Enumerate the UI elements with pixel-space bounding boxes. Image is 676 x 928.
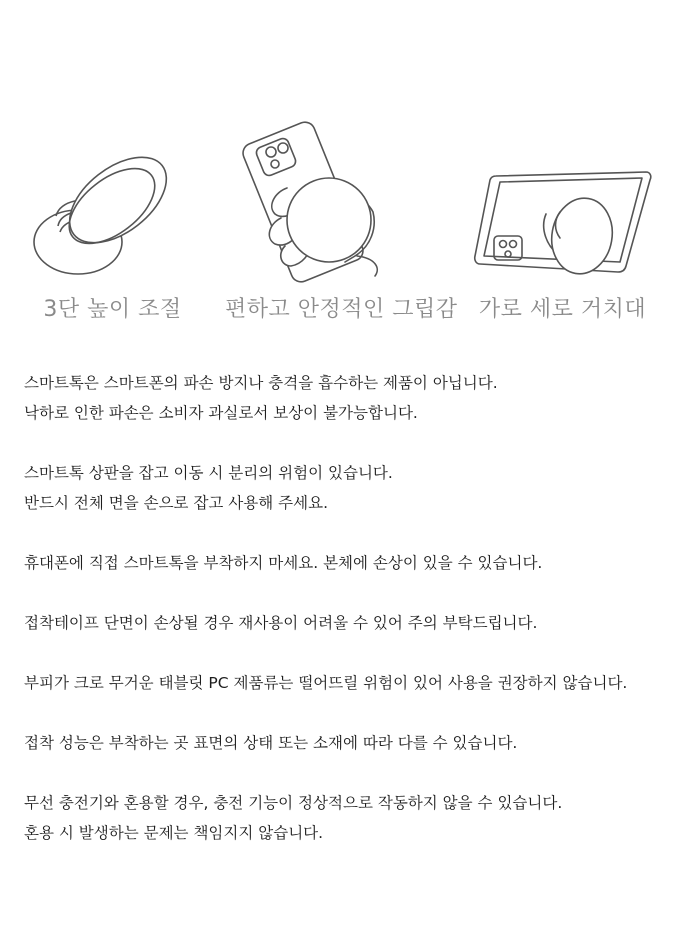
notice-line: 혼용 시 발생하는 문제는 책임지지 않습니다. <box>24 824 324 842</box>
popsocket-height-icon <box>0 0 225 290</box>
notice-item <box>24 368 664 428</box>
notice-item <box>24 788 664 848</box>
feature-height-adjust <box>0 0 225 340</box>
hand-grip-phone-icon <box>225 0 450 290</box>
notice-item <box>24 668 664 698</box>
notice-line: 부피가 크로 무거운 태블릿 PC 제품류는 떨어뜨릴 위험이 있어 사용을 권장하지 않습니다. <box>24 674 628 692</box>
feature-label-height: 3단 높이 조절 <box>43 297 182 322</box>
feature-grip <box>225 0 458 340</box>
feature-label-stand: 가로 세로 거치대 <box>478 297 647 322</box>
notice-line: 낙하로 인한 파손은 소비자 과실로서 보상이 불가능합니다. <box>24 404 418 422</box>
notice-line: 스마트톡 상판을 잡고 이동 시 분리의 위험이 있습니다. <box>24 464 393 482</box>
feature-stand <box>450 0 675 340</box>
notice-item <box>24 458 664 518</box>
caution-notices <box>24 368 664 878</box>
features-section <box>0 0 676 340</box>
landscape-stand-icon <box>450 0 675 290</box>
notice-line: 휴대폰에 직접 스마트톡을 부착하지 마세요. 본체에 손상이 있을 수 있습니다. <box>24 554 543 572</box>
notice-item <box>24 728 664 758</box>
notice-item <box>24 548 664 578</box>
notice-line: 접착테이프 단면이 손상될 경우 재사용이 어려울 수 있어 주의 부탁드립니다. <box>24 614 538 632</box>
notice-line: 무선 충전기와 혼용할 경우, 충전 기능이 정상적으로 작동하지 않을 수 있습니다. <box>24 794 563 812</box>
notice-item <box>24 608 664 638</box>
notice-line: 반드시 전체 면을 손으로 잡고 사용해 주세요. <box>24 494 329 512</box>
notice-line: 접착 성능은 부착하는 곳 표면의 상태 또는 소재에 따라 다를 수 있습니다. <box>24 734 518 752</box>
notice-line: 스마트톡은 스마트폰의 파손 방지나 충격을 흡수하는 제품이 아닙니다. <box>24 374 498 392</box>
feature-label-grip: 편하고 안정적인 그립감 <box>225 297 458 322</box>
